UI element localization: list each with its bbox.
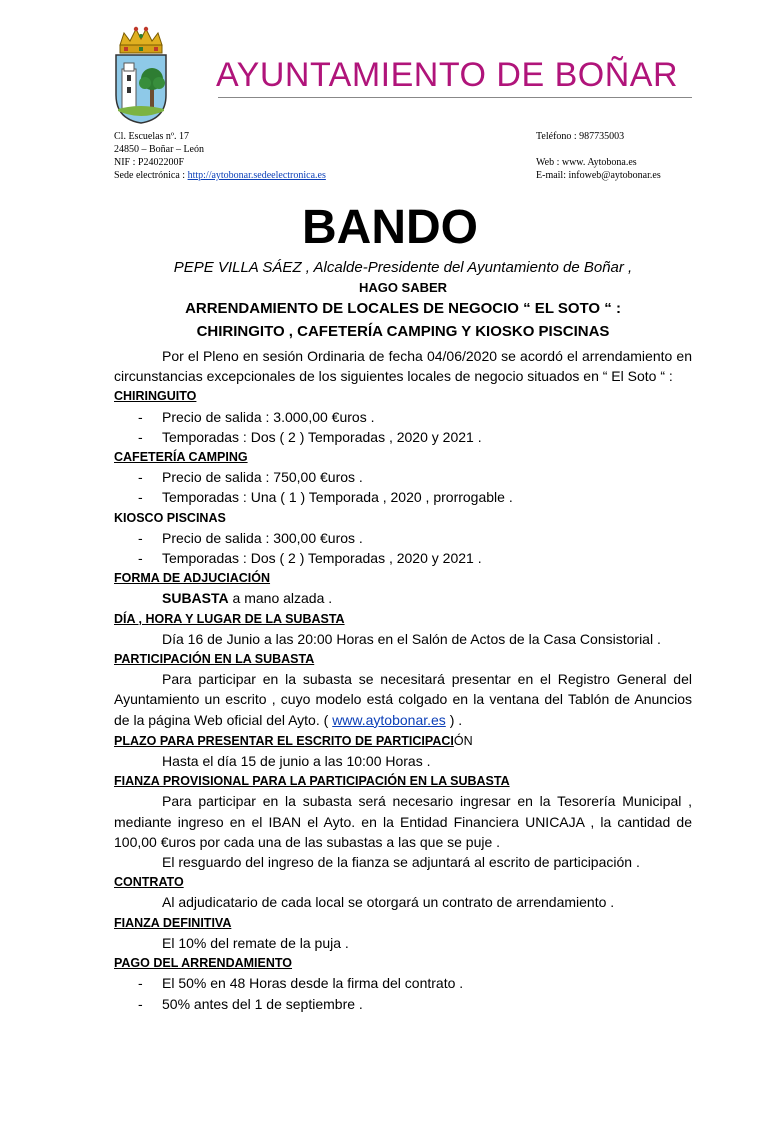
dash-marker: - [138, 469, 143, 486]
list-item: - Temporadas : Dos ( 2 ) Temporadas , 2020 y 2021 . [114, 548, 692, 568]
dash-marker: - [138, 529, 143, 546]
list-item: - El 50% en 48 Horas desde la firma del contrato . [114, 973, 692, 993]
fianza-prov-text-2: El resguardo del ingreso de la fianza se adjuntará al escrito de participación . [162, 854, 640, 871]
sede-line [114, 169, 326, 182]
participacion-text: Para participar en la subasta se necesitará presentar en el Registro General del Ayuntamiento un escrito , cuyo modelo está colgado en la ventana del Tablón de Anuncios de la página Web oficial del Ayto. ( www.aytobonar.es ) . [114, 671, 692, 728]
dash-marker: - [138, 975, 143, 992]
header-divider [218, 97, 692, 98]
web: Web : www. Aytobona.es [536, 157, 637, 168]
section-heading: PARTICIPACIÓN EN LA SUBASTA [114, 652, 315, 667]
list-item: - Temporadas : Una ( 1 ) Temporada , 2020 , prorrogable . [114, 487, 692, 507]
chiringuito-list [114, 407, 692, 447]
intro-paragraph: Por el Pleno en sesión Ordinaria de fecha 04/06/2020 se acordó el arrendamiento en circunstancias excepcionales de los siguientes locales de negocio situados en “ El Soto “ : [114, 348, 692, 385]
section-heading: FIANZA PROVISIONAL PARA LA PARTICIPACIÓN EN LA SUBASTA [114, 774, 510, 789]
coat-of-arms-icon [112, 25, 170, 125]
fianza-prov-text: Para participar en la subasta será necesario ingresar en la Tesorería Municipal , mediante ingreso en el IBAN el Ayto. en la Entidad Financiera UNICAJA , la cantidad de 100,00 €uros por cada una de las subastas a las que se puje . [114, 793, 692, 850]
section-heading: KIOSCO PISCINAS [114, 510, 226, 525]
section-heading: CHIRINGUITO [114, 389, 197, 404]
forma-text: SUBASTA a mano alzada . [162, 590, 333, 607]
main-title-line-1: ARRENDAMIENTO DE LOCALES DE NEGOCIO “ EL SOTO “ : [185, 300, 621, 317]
dash-marker: - [138, 995, 143, 1012]
list-item: - Precio de salida : 300,00 €uros . [114, 528, 692, 548]
address-block [114, 130, 326, 182]
plazo-text: Hasta el día 15 de junio a las 10:00 Horas . [162, 753, 431, 770]
sede-label: Sede electrónica : [114, 170, 188, 181]
spacer-line [536, 143, 661, 156]
dash-marker: - [138, 428, 143, 445]
dash-marker: - [138, 550, 143, 567]
kiosko-list [114, 528, 692, 568]
dash-marker: - [138, 408, 143, 425]
section-heading: CONTRATO [114, 875, 184, 890]
section-heading: PLAZO PARA PRESENTAR EL ESCRITO DE PARTICIPACIÓN [114, 733, 473, 748]
section-heading: FIANZA DEFINITIVA [114, 915, 232, 930]
contact-block [536, 130, 661, 182]
section-heading: PAGO DEL ARRENDAMIENTO [114, 956, 293, 971]
email: E-mail: infoweb@aytobonar.es [536, 170, 661, 181]
pago-list [114, 973, 692, 1013]
contrato-text: Al adjudicatario de cada local se otorgará un contrato de arrendamiento . [162, 894, 615, 911]
dash-marker: - [138, 489, 143, 506]
dia-text: Día 16 de Junio a las 20:00 Horas en el Salón de Actos de la Casa Consistorial . [162, 630, 661, 647]
document-body [114, 346, 692, 1014]
section-heading: DÍA , HORA Y LUGAR DE LA SUBASTA [114, 611, 345, 626]
address-line: 24850 – Boñar – León [114, 144, 204, 155]
mayor-line: PEPE VILLA SÁEZ , Alcalde-Presidente del Ayuntamiento de Boñar , [173, 259, 633, 276]
cafeteria-list [114, 467, 692, 507]
list-item: - Precio de salida : 750,00 €uros . [114, 467, 692, 487]
section-heading: CAFETERÍA CAMPING [114, 450, 248, 465]
address-line: NIF : P2402200F [114, 157, 185, 168]
main-title-line-2: CHIRINGITO , CAFETERÍA CAMPING Y KIOSKO PISCINAS [196, 323, 610, 340]
document-heading: BANDO [302, 201, 478, 254]
section-heading: FORMA DE ADJUCIACIÓN [114, 571, 271, 586]
sede-link[interactable]: http://aytobonar.sedeelectronica.es [187, 170, 326, 181]
fianza-def-text: El 10% del remate de la puja . [162, 934, 349, 951]
telefono: Teléfono : 987735003 [536, 131, 625, 142]
list-item: - 50% antes del 1 de septiembre . [114, 994, 692, 1014]
list-item: - Temporadas : Dos ( 2 ) Temporadas , 2020 y 2021 . [114, 427, 692, 447]
list-item: - Precio de salida : 3.000,00 €uros . [114, 407, 692, 427]
address-line: Cl. Escuelas nº. 17 [114, 131, 190, 142]
hago-saber: HAGO SABER [358, 280, 448, 295]
web-link[interactable]: www.aytobonar.es [332, 711, 446, 728]
town-title: AYUNTAMIENTO DE BOÑAR [216, 56, 678, 94]
